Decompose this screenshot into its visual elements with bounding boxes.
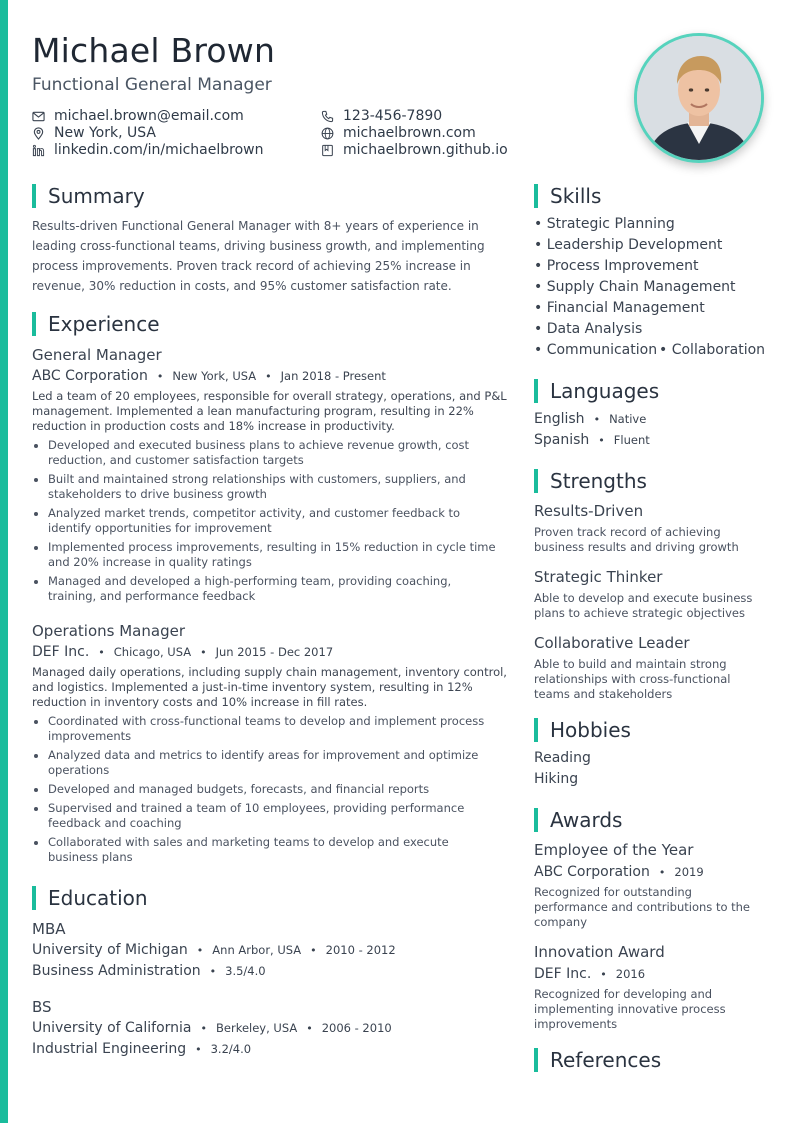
- job-company: ABC Corporation: [32, 368, 148, 384]
- education-meta: [32, 1020, 392, 1037]
- award-title: Employee of the Year: [534, 841, 694, 859]
- section-title-summary: Summary: [32, 184, 145, 208]
- language-level: Fluent: [613, 433, 650, 447]
- candidate-title: Functional General Manager: [32, 75, 272, 95]
- list-item: Analyzed market trends, competitor activity, and customer feedback to identify opportunities for improvement: [32, 506, 502, 536]
- degree-title: BS: [32, 998, 52, 1016]
- section-title-awards: Awards: [534, 808, 622, 832]
- resume-header: [32, 30, 592, 96]
- award-org: ABC Corporation: [534, 864, 650, 880]
- job-meta: [32, 368, 386, 385]
- skill-label: Strategic Planning: [546, 216, 675, 232]
- job-meta: [32, 644, 333, 661]
- skill-label: Data Analysis: [546, 321, 643, 337]
- list-item: Managed and developed a high-performing team, providing coaching, training, and performance feedback: [32, 574, 502, 604]
- strength-description: Able to build and maintain strong relationships with cross-functional teams and stakeholders: [534, 657, 731, 701]
- job-company: DEF Inc.: [32, 644, 90, 660]
- separator-dot: •: [195, 1043, 202, 1056]
- contact-linkedin-text: linkedin.com/in/michaelbrown: [54, 142, 264, 158]
- award-year: 2016: [615, 967, 646, 981]
- list-item: Collaborated with sales and marketing teams to develop and execute business plans: [32, 835, 502, 865]
- candidate-name: Michael Brown: [32, 31, 276, 70]
- skill-label: Financial Management: [546, 300, 705, 316]
- globe-icon: [321, 127, 334, 140]
- contact-github-text: michaelbrown.github.io: [343, 142, 508, 158]
- award-org: DEF Inc.: [534, 966, 592, 982]
- award-meta: [534, 966, 645, 983]
- skill-item: • Data Analysis: [534, 321, 643, 337]
- separator-dot: •: [306, 1022, 313, 1035]
- list-item: Developed and executed business plans to achieve revenue growth, cost reduction, and customer satisfaction targets: [32, 438, 502, 468]
- section-title-languages: Languages: [534, 379, 659, 403]
- education-field-meta: [32, 963, 266, 980]
- job-description: Managed daily operations, including supply chain management, inventory control, and logistics. Implemented a just-in-time inventory system, resulting in 12% reduction in inventory costs and 10% increase in fill rates.: [32, 665, 507, 709]
- school-location: Berkeley, USA: [216, 1021, 298, 1035]
- strength-title: Results-Driven: [534, 502, 644, 520]
- skill-item: • Collaboration: [659, 342, 766, 358]
- job-dates: Jan 2018 - Present: [280, 369, 386, 383]
- separator-dot: •: [593, 413, 601, 426]
- separator-dot: •: [265, 370, 272, 383]
- list-item: Coordinated with cross-functional teams to develop and implement process improvements: [32, 714, 502, 744]
- award-meta: [534, 864, 704, 881]
- section-title-references: References: [534, 1048, 661, 1072]
- job-location: New York, USA: [172, 369, 257, 383]
- education-field-meta: [32, 1041, 251, 1058]
- degree-title: MBA: [32, 920, 66, 938]
- summary-text: Results-driven Functional General Manager with 8+ years of experience in leading cross-functional teams, driving business growth, and implementing process improvements. Proven track record of achieving 25% increase in revenue, 30% reduction in costs, and 95% customer satisfaction rate.: [32, 219, 485, 293]
- section-title-strengths: Strengths: [534, 469, 647, 493]
- separator-dot: •: [156, 370, 164, 383]
- linkedin-icon: [32, 144, 45, 157]
- school-name: University of Michigan: [32, 942, 188, 958]
- school-name: University of California: [32, 1020, 192, 1036]
- list-item: Analyzed data and metrics to identify areas for improvement and optimize operations: [32, 748, 502, 778]
- separator-dot: •: [200, 1022, 207, 1035]
- envelope-icon: [32, 110, 45, 123]
- job-bullet-list: [32, 438, 502, 608]
- field-of-study: Industrial Engineering: [32, 1041, 187, 1057]
- award-description: Recognized for outstanding performance and contributions to the company: [534, 885, 751, 929]
- bookmark-icon: [321, 144, 334, 157]
- school-dates: 2006 - 2010: [321, 1021, 392, 1035]
- section-title-experience: Experience: [32, 312, 160, 336]
- skill-label: Communication: [546, 342, 658, 358]
- strength-title: Collaborative Leader: [534, 634, 690, 652]
- separator-dot: •: [209, 965, 217, 978]
- skill-item: • Leadership Development: [534, 237, 723, 253]
- field-of-study: Business Administration: [32, 963, 201, 979]
- separator-dot: •: [200, 646, 207, 659]
- list-item: Built and maintained strong relationships with customers, suppliers, and stakeholders to drive business growth: [32, 472, 502, 502]
- list-item: Implemented process improvements, resulting in 15% reduction in cycle time and 20% increase in quality ratings: [32, 540, 502, 570]
- section-title-education: Education: [32, 886, 148, 910]
- section-title-skills: Skills: [534, 184, 601, 208]
- avatar-portrait: [637, 36, 761, 160]
- job-dates: Jun 2015 - Dec 2017: [215, 645, 334, 659]
- skill-item: • Strategic Planning: [534, 216, 675, 232]
- job-location: Chicago, USA: [113, 645, 192, 659]
- contact-location-text: New York, USA: [54, 125, 156, 141]
- contact-phone-text: 123-456-7890: [343, 108, 443, 124]
- skill-label: Process Improvement: [546, 258, 699, 274]
- map-pin-icon: [32, 127, 45, 140]
- job-title: Operations Manager: [32, 622, 185, 640]
- language-item: [534, 432, 650, 449]
- award-title: Innovation Award: [534, 943, 665, 961]
- school-location: Ann Arbor, USA: [212, 943, 302, 957]
- skill-label: Leadership Development: [546, 237, 723, 253]
- hobby-item: Hiking: [534, 771, 579, 787]
- award-description: Recognized for developing and implementing innovative process improvements: [534, 987, 726, 1031]
- school-dates: 2010 - 2012: [325, 943, 396, 957]
- skill-item: • Supply Chain Management: [534, 279, 736, 295]
- strength-description: Able to develop and execute business plans to achieve strategic objectives: [534, 591, 753, 620]
- job-description: Led a team of 20 employees, responsible for overall strategy, operations, and P&L management. Implemented a lean manufacturing program, resulting in 22% reduction in production costs and 18% increase in productivity.: [32, 389, 507, 433]
- skill-item: • Communication: [534, 342, 658, 358]
- contact-email-text: michael.brown@email.com: [54, 108, 244, 124]
- contact-website-text: michaelbrown.com: [343, 125, 476, 141]
- separator-dot: •: [658, 866, 666, 879]
- list-item: Developed and managed budgets, forecasts, and financial reports: [32, 782, 502, 797]
- skill-label: Collaboration: [671, 342, 766, 358]
- gpa: 3.5/4.0: [225, 964, 266, 978]
- separator-dot: •: [310, 944, 317, 957]
- skill-label: Supply Chain Management: [546, 279, 736, 295]
- separator-dot: •: [598, 434, 605, 447]
- skill-item: • Process Improvement: [534, 258, 699, 274]
- separator-dot: •: [196, 944, 204, 957]
- left-accent-bar: [0, 0, 8, 1123]
- skill-item: • Financial Management: [534, 300, 705, 316]
- job-bullet-list: [32, 714, 502, 869]
- education-meta: [32, 942, 396, 959]
- strength-description: Proven track record of achieving business results and driving growth: [534, 525, 739, 554]
- language-item: [534, 411, 646, 428]
- list-item: Supervised and trained a team of 10 employees, providing performance feedback and coaching: [32, 801, 502, 831]
- strength-title: Strategic Thinker: [534, 568, 663, 586]
- language-name: English: [534, 411, 585, 427]
- hobby-item: Reading: [534, 750, 591, 766]
- language-level: Native: [609, 412, 647, 426]
- job-title: General Manager: [32, 346, 162, 364]
- section-title-hobbies: Hobbies: [534, 718, 631, 742]
- separator-dot: •: [600, 968, 607, 981]
- profile-photo: [634, 33, 764, 163]
- phone-icon: [321, 110, 334, 123]
- award-year: 2019: [674, 865, 704, 879]
- separator-dot: •: [98, 646, 105, 659]
- gpa: 3.2/4.0: [210, 1042, 252, 1056]
- language-name: Spanish: [534, 432, 590, 448]
